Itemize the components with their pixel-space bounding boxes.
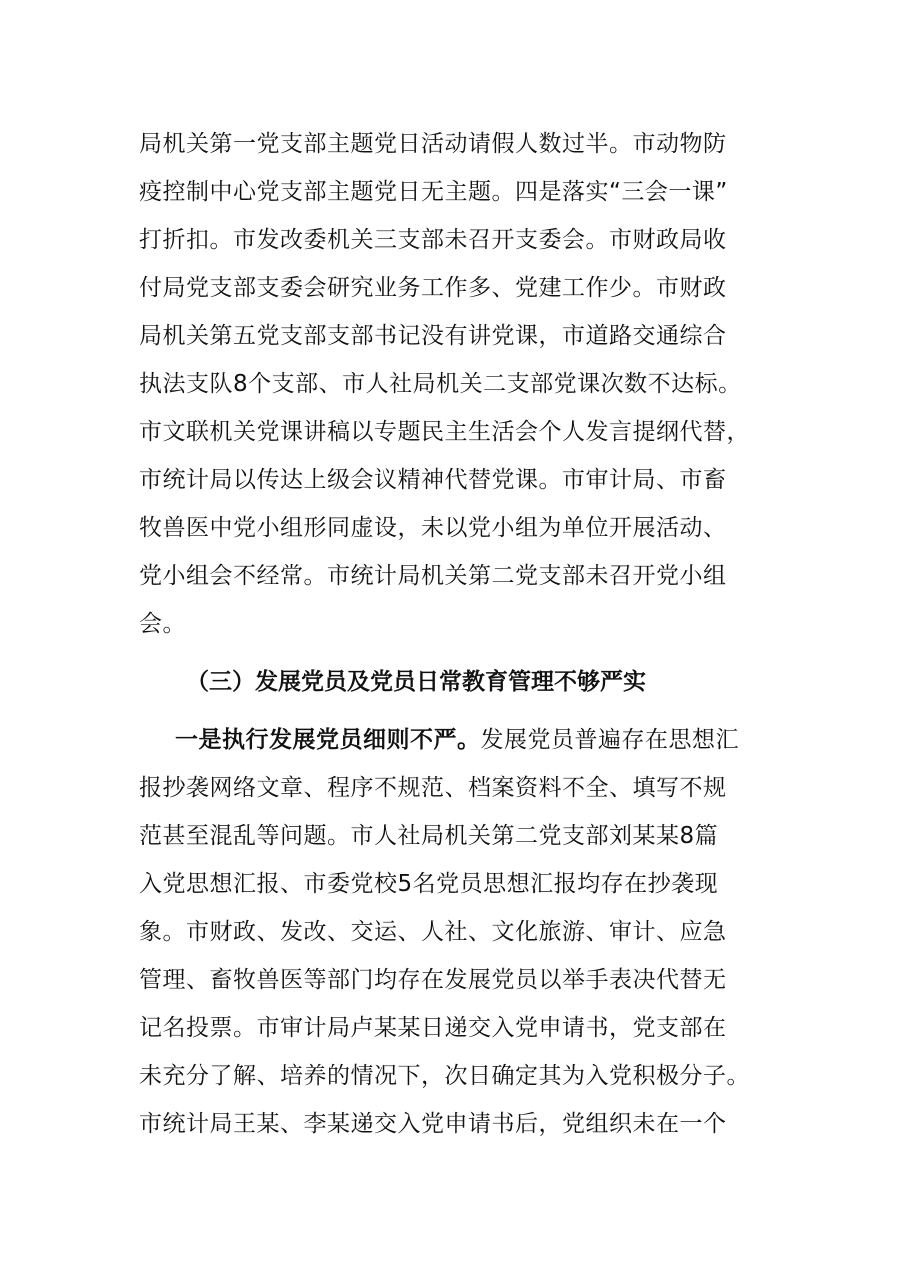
paragraph-line: 牧兽医中党小组形同虚设，未以党小组为单位开展活动、 (139, 515, 727, 541)
paragraph-line: 局机关第五党支部支部书记没有讲党课，市道路交通综合 (139, 323, 727, 349)
paragraph-line: 市文联机关党课讲稿以专题民主生活会个人发言提纲代替， (139, 419, 750, 445)
paragraph-first-line (175, 720, 779, 760)
paragraph-line: 入党思想汇报、市委党校5名党员思想汇报均存在抄袭现 (139, 871, 719, 897)
paragraph-line: 市统计局以传达上级会议精神代替党课。市审计局、市畜 (139, 467, 727, 493)
paragraph-line: 疫控制中心党支部主题党日无主题。四是落实“三会一课” (139, 179, 728, 205)
paragraph-line: 记名投票。市审计局卢某某日递交入党申请书，党支部在 (139, 1015, 727, 1041)
paragraph-line: 党小组会不经常。市统计局机关第二党支部未召开党小组 (139, 563, 727, 589)
paragraph-line: 局机关第一党支部主题党日活动请假人数过半。市动物防 (139, 131, 727, 157)
paragraph-line: 范甚至混乱等问题。市人社局机关第二党支部刘某某8篇 (139, 823, 719, 849)
paragraph-line: 象。市财政、发改、交运、人社、文化旅游、审计、应急 (139, 919, 727, 945)
paragraph-line: 执法支队8个支部、市人社局机关二支部党课次数不达标。 (139, 371, 742, 397)
paragraph-line: 市统计局王某、李某递交入党申请书后，党组织未在一个 (139, 1111, 727, 1137)
paragraph-line: 管理、畜牧兽医等部门均存在发展党员以举手表决代替无 (139, 967, 727, 993)
paragraph-line: 报抄袭网络文章、程序不规范、档案资料不全、填写不规 (139, 775, 727, 801)
paragraph-line: 付局党支部支委会研究业务工作多、党建工作少。市财政 (139, 275, 727, 301)
paragraph-first-rest: 发展党员普遍存在思想汇 (480, 727, 739, 753)
paragraph-lead: 一是执行发展党员细则不严。 (175, 727, 481, 753)
section-heading: （三）发展党员及党员日常教育管理不够严实 (186, 669, 646, 695)
paragraph-line: 会。 (139, 611, 186, 637)
paragraph-line: 未充分了解、培养的情况下，次日确定其为入党积极分子。 (139, 1063, 750, 1089)
paragraph-line: 打折扣。市发改委机关三支部未召开支委会。市财政局收 (139, 227, 727, 253)
